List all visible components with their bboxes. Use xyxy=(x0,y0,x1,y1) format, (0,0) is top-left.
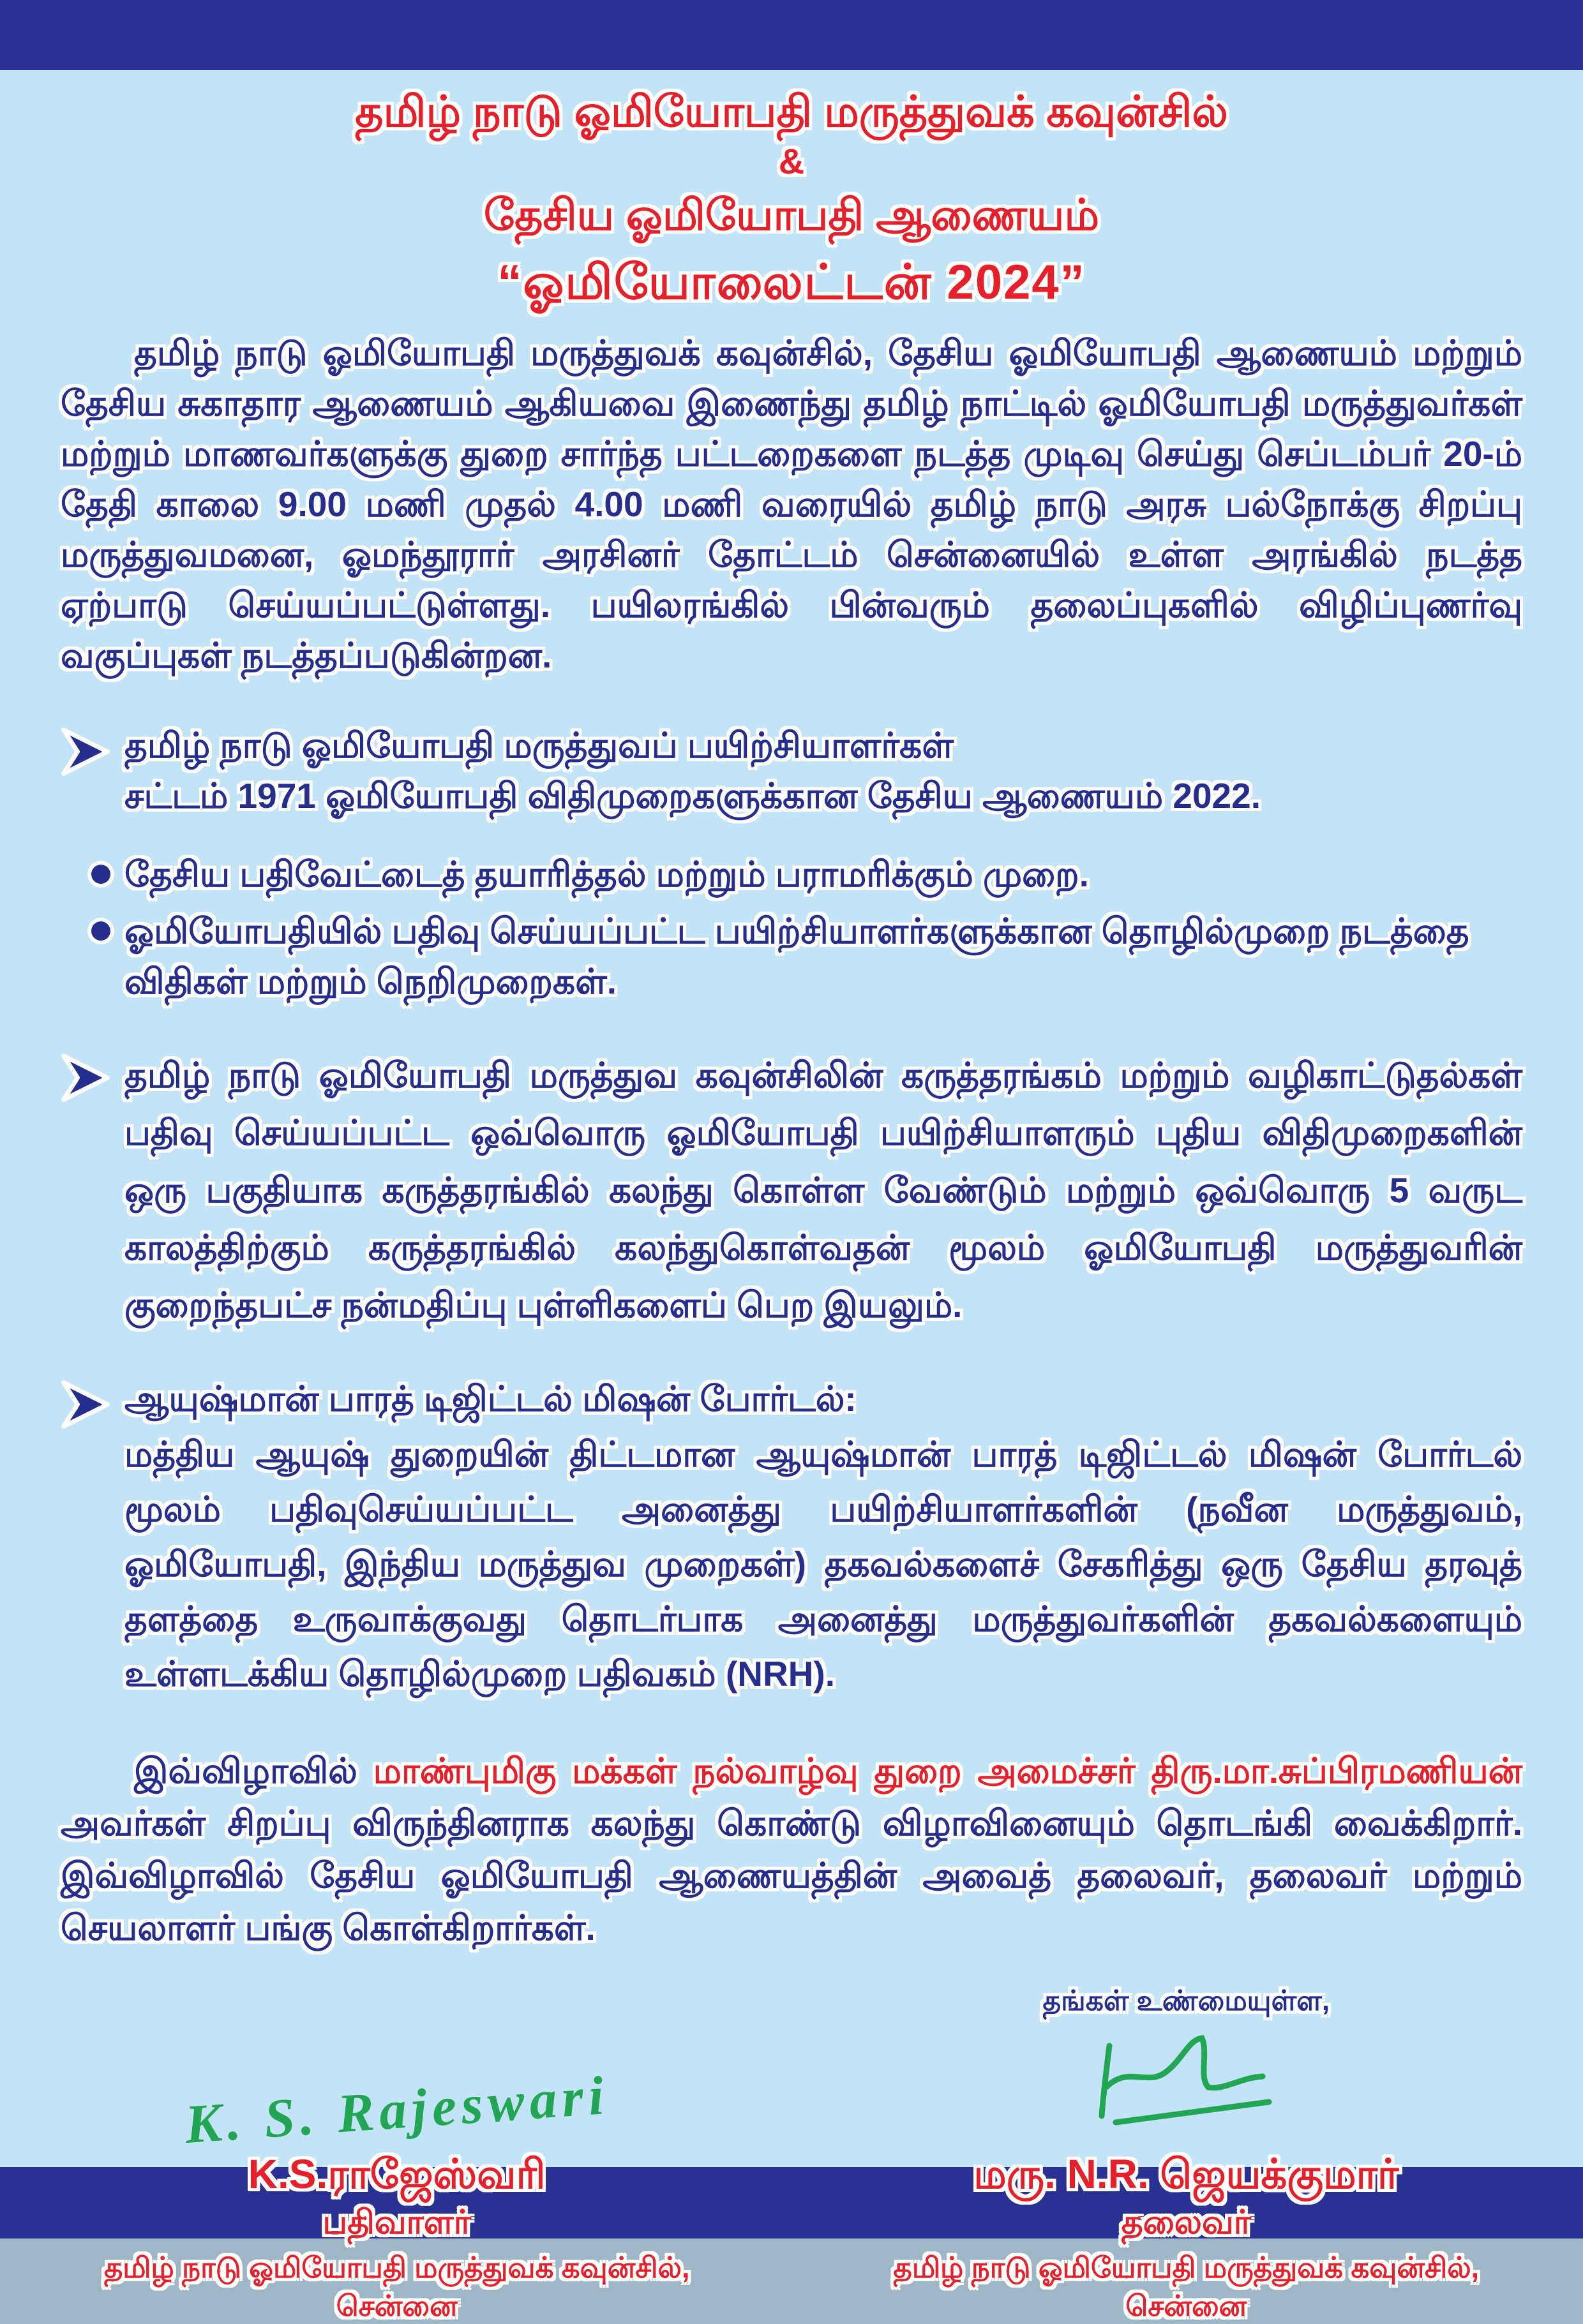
subtopic-item xyxy=(91,849,1522,900)
registrar-block xyxy=(61,2064,733,2324)
intro-paragraph: தமிழ் நாடு ஓமியோபதி மருத்துவக் கவுன்சில், தேசிய ஓமியோபதி ஆணையம் மற்றும் தேசிய சுகாதார ஆணையம் ஆகியவை இணைந்து தமிழ் நாட்டில் ஓமியோபதி மருத்துவர்கள் மற்றும் மாணவர்களுக்கு துறை சார்ந்த பட்டறைகளை நடத்த முடிவு செய்து செப்டம்பர் 20-ம் தேதி காலை 9.00 மணி முதல் 4.00 மணி வரையில் தமிழ் நாடு அரசு பல்நோக்கு சிறப்பு மருத்துவமனை, ஓமந்தூரார் அரசினர் தோட்டம் சென்னையில் உள்ள அரங்கில் நடத்த ஏற்பாடு செய்யப்பட்டுள்ளது. பயிலரங்கில் பின்வரும் தலைப்புகளில் விழிப்புணர்வு வகுப்புகள் நடத்தப்படுகின்றன. xyxy=(61,333,1522,675)
arrow-bullet-icon xyxy=(61,720,124,821)
top-border-bar xyxy=(0,0,1583,70)
topic-practitioners-line1: தமிழ் நாடு ஓமியோபதி மருத்துவப் பயிற்சியாளர்கள் xyxy=(124,726,954,765)
commission-title: தேசிய ஓமியோபதி ஆணையம் xyxy=(483,191,1100,239)
chairman-organisation: தமிழ் நாடு ஓமியோபதி மருத்துவக் கவுன்சில், xyxy=(893,2251,1480,2284)
subtopic-item xyxy=(91,906,1522,1007)
closing-lead: இவ்விழாவில் xyxy=(134,1751,373,1791)
event-title: “ஓமியோலைட்டன் 2024” xyxy=(497,255,1086,309)
minister-department-highlight: மாண்புமிகு மக்கள் நல்வாழ்வு துறை அமைச்சர் xyxy=(373,1751,1152,1791)
topic-practitioners-line2: சட்டம் 1971 ஓமியோபதி விதிமுறைகளுக்கான தேசிய ஆணையம் 2022. xyxy=(124,776,1261,816)
registrar-organisation: தமிழ் நாடு ஓமியோபதி மருத்துவக் கவுன்சில், xyxy=(103,2251,690,2284)
topic-practitioners-text xyxy=(124,720,1522,821)
council-title: தமிழ் நாடு ஓமியோபதி மருத்துவக் கவுன்சில் xyxy=(355,87,1228,136)
dot-bullet-icon xyxy=(91,865,110,884)
chairman-role: தலைவர் xyxy=(1121,2204,1251,2241)
registrar-signature: K. S. Rajeswari xyxy=(183,2064,611,2156)
minister-name-highlight: திரு.மா.சுப்பிரமணியன் xyxy=(1151,1751,1522,1791)
registrar-role: பதிவாளர் xyxy=(322,2204,471,2241)
topic-abdm-portal-heading: ஆயுஷ்மான் பாரத் டிஜிட்டல் மிஷன் போர்டல்: xyxy=(124,1379,857,1419)
closing-rest: அவர்கள் சிறப்பு விருந்தினராக கலந்து கொண்டு விழாவினையும் தொடங்கி வைக்கிறார். இவ்விழாவில் தேசிய ஓமியோபதி ஆணையத்தின் அவைத் தலைவர், தலைவர் மற்றும் செயலாளர் பங்கு கொள்கிறார்கள். xyxy=(61,1803,1522,1948)
subtopic-text: ஓமியோபதியில் பதிவு செய்யப்பட்ட பயிற்சியாளர்களுக்கான தொழில்முறை நடத்தை விதிகள் மற்றும் நெறிமுறைகள். xyxy=(124,911,1469,1001)
topic-abdm-portal-body xyxy=(124,1373,1522,1701)
topic-practitioners xyxy=(61,720,1522,821)
chairman-block xyxy=(850,1985,1522,2324)
flyer-header xyxy=(61,70,1522,311)
valediction: தங்கள் உண்மையுள்ள, xyxy=(1042,1985,1330,2016)
subtopic-list xyxy=(61,849,1522,1007)
registrar-city: சென்னை xyxy=(336,2290,458,2322)
arrow-bullet-icon xyxy=(61,1047,124,1334)
chairman-signature-scribble xyxy=(1071,2027,1301,2142)
flyer-content xyxy=(0,70,1583,2324)
closing-paragraph xyxy=(61,1745,1522,1954)
signature-section xyxy=(61,1985,1522,2324)
chairman-city: சென்னை xyxy=(1125,2290,1247,2322)
topic-abdm-portal xyxy=(61,1373,1522,1701)
subtopic-text: தேசிய பதிவேட்டைத் தயாரித்தல் மற்றும் பராமரிக்கும் முறை. xyxy=(124,854,1089,894)
registrar-name: K.S.ராஜேஸ்வரி xyxy=(248,2151,546,2197)
chairman-name: மரு. N.R. ஜெயக்குமார் xyxy=(973,2151,1399,2197)
ampersand: & xyxy=(778,141,805,181)
topic-seminar-text: தமிழ் நாடு ஓமியோபதி மருத்துவ கவுன்சிலின் கருத்தரங்கம் மற்றும் வழிகாட்டுதல்கள் பதிவு செய்யப்பட்ட ஒவ்வொரு ஓமியோபதி பயிற்சியாளரும் புதிய விதிமுறைகளின் ஒரு பகுதியாக கருத்தரங்கில் கலந்து கொள்ள வேண்டும் மற்றும் ஒவ்வொரு 5 வருட காலத்திற்கும் கருத்தரங்கில் கலந்துகொள்வதன் மூலம் ஓமியோபதி மருத்துவரின் குறைந்தபட்ச நன்மதிப்பு புள்ளிகளைப் பெற இயலும். xyxy=(124,1055,1523,1325)
topic-seminar xyxy=(61,1047,1522,1334)
arrow-bullet-icon xyxy=(61,1373,124,1701)
dot-bullet-icon xyxy=(91,921,110,941)
topic-abdm-portal-text: மத்திய ஆயுஷ் துறையின் திட்டமான ஆயுஷ்மான் பாரத் டிஜிட்டல் மிஷன் போர்டல் மூலம் பதிவுசெய்யப்பட்ட அனைத்து பயிற்சியாளர்களின் (நவீன மருத்துவம், ஓமியோபதி, இந்திய மருத்துவ முறைகள்) தகவல்களைச் சேகரித்து ஒரு தேசிய தரவுத் தளத்தை உருவாக்குவது தொடர்பாக அனைத்து மருத்துவர்களின் தகவல்களையும் உள்ளடக்கிய தொழில்முறை பதிவகம் (NRH). xyxy=(124,1434,1522,1694)
